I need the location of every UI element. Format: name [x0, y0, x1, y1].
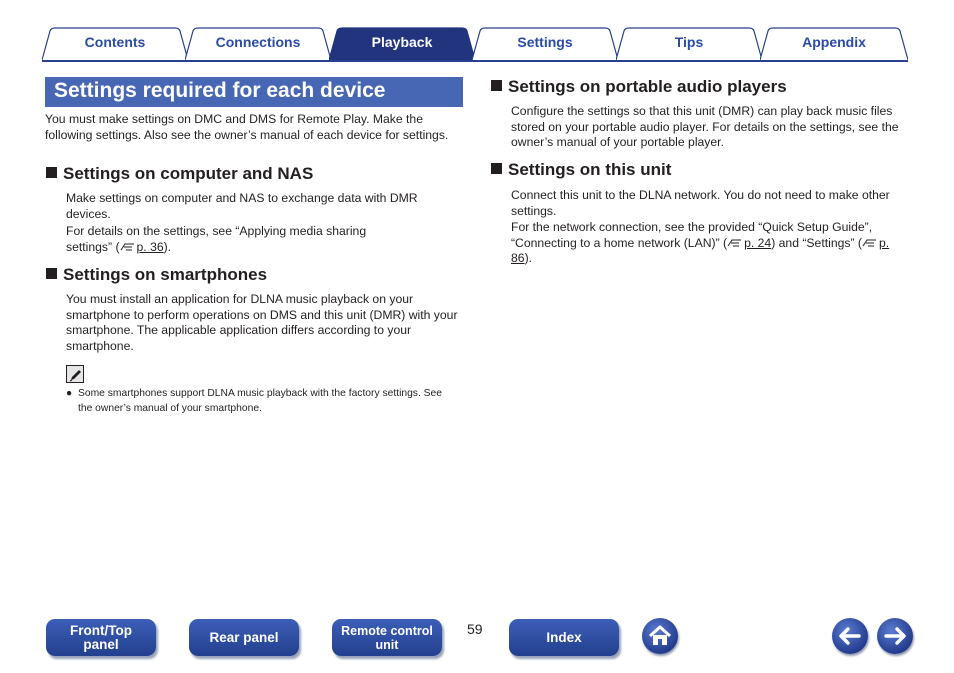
- note-text: Some smartphones support DLNA music playback with the factory settings. See the owner’s manual of your smartphone.: [78, 388, 442, 414]
- pencil-note-icon: [66, 365, 84, 383]
- portable-paragraph: Configure the settings so that this unit (DMR) can play back music files stored on your portable audio player. For details on the settings, see the owner’s manual of your portable player.: [511, 104, 899, 149]
- home-icon: [642, 618, 678, 654]
- page-link-24[interactable]: p. 24: [744, 235, 772, 250]
- page-link-36[interactable]: p. 36: [136, 239, 164, 254]
- front-top-panel-button[interactable]: Front/Top panel: [46, 619, 156, 656]
- tab-bar: [42, 27, 908, 62]
- page-link-86[interactable]: p. 86: [511, 235, 890, 265]
- remote-control-unit-button[interactable]: Remote control unit: [332, 619, 442, 656]
- tab-appendix[interactable]: Appendix: [760, 27, 908, 60]
- heading-portable-players: Settings on portable audio players: [491, 77, 787, 97]
- page-number: 59: [467, 621, 483, 637]
- arrow-left-icon: [832, 618, 868, 654]
- square-bullet-icon: [491, 163, 502, 174]
- rear-panel-button[interactable]: Rear panel: [189, 619, 299, 656]
- square-bullet-icon: [46, 268, 57, 279]
- page-reference-icon: [862, 237, 879, 248]
- tab-playback[interactable]: Playback: [329, 27, 475, 60]
- note-bullet: ●: [66, 388, 73, 399]
- page-title-bar: [45, 77, 463, 107]
- nas-paragraph-1: Make settings on computer and NAS to exchange data with DMR devices.: [66, 191, 418, 221]
- heading-this-unit: Settings on this unit: [491, 160, 671, 180]
- intro-text: You must make settings on DMC and DMS for Remote Play. Make the following settings. Also see the owner’s manual of each device for settings.: [45, 112, 449, 142]
- back-button[interactable]: [832, 618, 868, 654]
- smartphones-paragraph: You must install an application for DLNA music playback on your smartphone to perform operations on DMS and this unit (DMR) with your smartphone. The applicable application differs according to your smartphone.: [66, 292, 458, 353]
- square-bullet-icon: [491, 80, 502, 91]
- page-title: Settings required for each device: [54, 79, 386, 102]
- unit-paragraph-2: For the network connection, see the provided “Quick Setup Guide”, “Connecting to a home network (LAN)” ( p. 24) and “Settings” ( p. 86).: [511, 220, 890, 265]
- home-button[interactable]: [642, 618, 678, 654]
- heading-smartphones: Settings on smartphones: [46, 265, 267, 285]
- unit-paragraph-1: Connect this unit to the DLNA network. You do not need to make other settings.: [511, 188, 890, 218]
- tab-tips[interactable]: Tips: [616, 27, 762, 60]
- tab-contents[interactable]: Contents: [42, 27, 188, 60]
- page-reference-icon: [727, 237, 744, 248]
- square-bullet-icon: [46, 167, 57, 178]
- tab-connections[interactable]: Connections: [185, 27, 331, 60]
- index-button[interactable]: Index: [509, 619, 619, 656]
- arrow-right-icon: [877, 618, 913, 654]
- heading-computer-nas: Settings on computer and NAS: [46, 164, 313, 184]
- note-item: [66, 386, 456, 416]
- nas-paragraph-2: For details on the settings, see “Applying media sharing settings” ( p. 36).: [66, 224, 367, 254]
- forward-button[interactable]: [877, 618, 913, 654]
- page-reference-icon: [120, 241, 137, 252]
- tab-settings[interactable]: Settings: [472, 27, 618, 60]
